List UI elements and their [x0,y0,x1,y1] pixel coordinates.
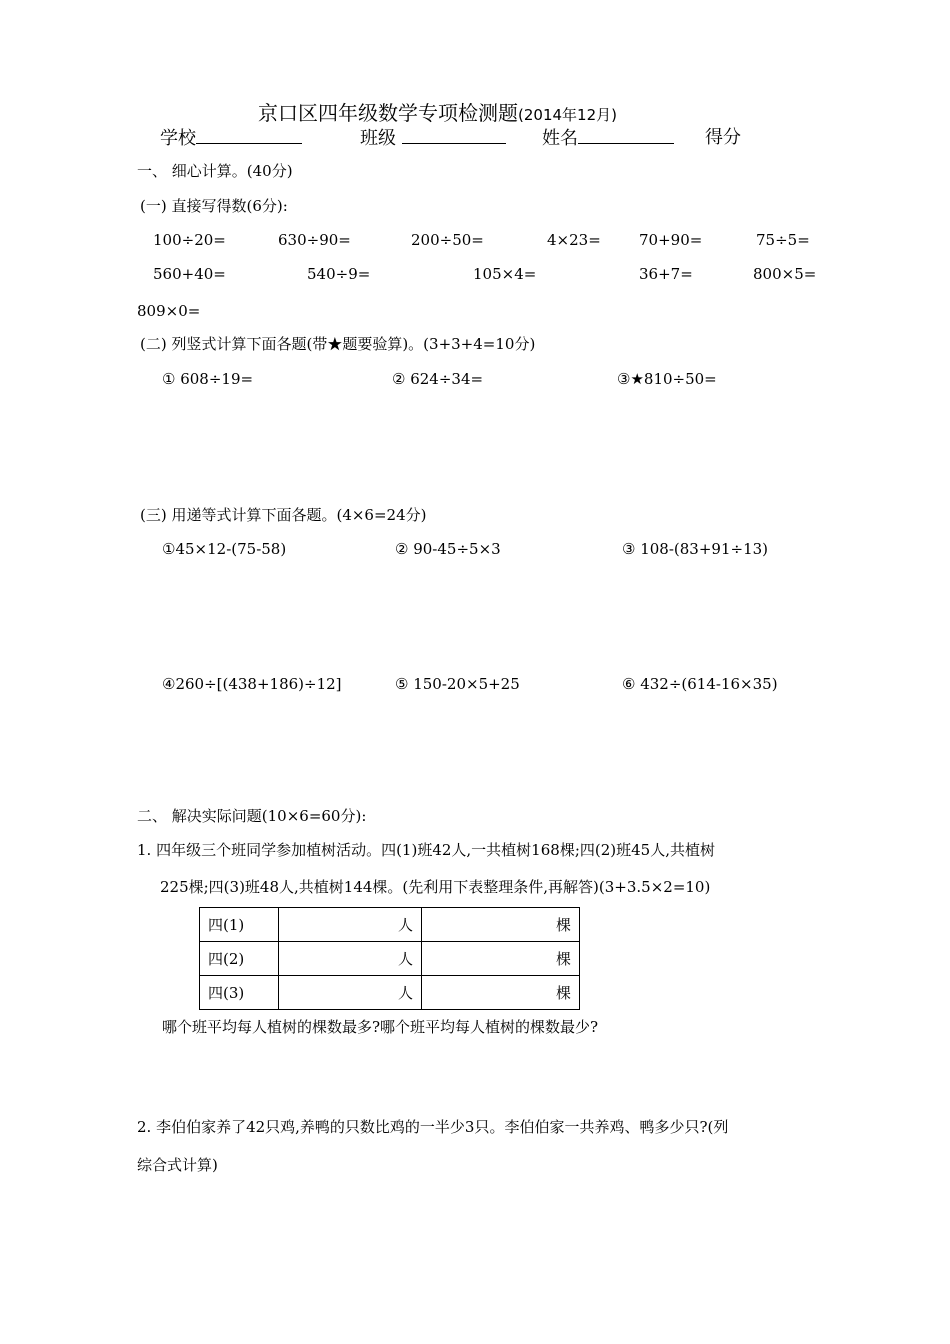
table-row [200,976,580,1010]
table-cell-trees[interactable]: 棵 [422,976,580,1010]
class-field[interactable] [360,126,506,151]
mental-calc-item: 200÷50= [411,231,484,249]
table-cell-people[interactable]: 人 [279,976,422,1010]
stepwise-calc-item: ①45×12-(75-58) [162,540,287,558]
table-cell-trees[interactable]: 棵 [422,942,580,976]
table-cell-trees[interactable]: 棵 [422,908,580,942]
score-label: 得分 [705,127,741,148]
page-title [258,100,617,128]
mental-calc-item: 560+40= [153,265,226,283]
q2-text-line1: 2. 李伯伯家养了42只鸡,养鸭的只数比鸡的一半少3只。李伯伯家一共养鸡、鸭多少只?(列 [137,1118,729,1136]
name-label: 姓名 [542,128,578,149]
table-cell-class: 四(3) [200,976,279,1010]
table-cell-people[interactable]: 人 [279,942,422,976]
mental-calc-item: 630÷90= [278,231,351,249]
stepwise-calc-item: ⑥ 432÷(614-16×35) [622,675,778,693]
section2-heading: 二、 解决实际问题(10×6=60分): [137,807,367,825]
q1-text-line1: 1. 四年级三个班同学参加植树活动。四(1)班42人,一共植树168棵;四(2)班45人,共植树 [137,841,715,859]
part1-heading: (一) 直接写得数(6分): [140,197,288,215]
school-field[interactable] [160,126,302,151]
stepwise-calc-item: ④260÷[(438+186)÷12] [162,675,342,693]
title-main: 京口区四年级数学专项检测题 [258,101,518,125]
school-label: 学校 [160,128,196,149]
title-date: (2014年12月) [518,106,617,124]
school-blank[interactable] [196,126,302,144]
mental-calc-item: 809×0= [137,302,201,320]
name-field[interactable] [542,126,674,151]
stepwise-calc-item: ③ 108-(83+91÷13) [622,540,769,558]
class-label: 班级 [360,128,396,149]
mental-calc-item: 4×23= [547,231,601,249]
mental-calc-item: 100÷20= [153,231,226,249]
mental-calc-item: 105×4= [473,265,537,283]
vertical-calc-item: ② 624÷34= [392,370,484,388]
data-table [199,907,580,1010]
q1-question: 哪个班平均每人植树的棵数最多?哪个班平均每人植树的棵数最少? [162,1018,599,1036]
q2-text-line2: 综合式计算) [137,1156,218,1174]
table-cell-class: 四(1) [200,908,279,942]
stepwise-calc-item: ⑤ 150-20×5+25 [395,675,520,693]
vertical-calc-item: ③★810÷50= [617,370,717,388]
name-blank[interactable] [578,126,674,144]
mental-calc-item: 36+7= [639,265,693,283]
mental-calc-item: 70+90= [639,231,703,249]
stepwise-calc-item: ② 90-45÷5×3 [395,540,501,558]
table-row [200,908,580,942]
mental-calc-item: 540÷9= [307,265,371,283]
mental-calc-item: 800×5= [753,265,817,283]
class-blank[interactable] [402,126,506,144]
q1-text-line2: 225棵;四(3)班48人,共植树144棵。(先利用下表整理条件,再解答)(3+3.5×2=10) [160,878,711,896]
table-cell-people[interactable]: 人 [279,908,422,942]
vertical-calc-item: ① 608÷19= [162,370,254,388]
part3-heading: (三) 用递等式计算下面各题。(4×6=24分) [140,506,427,524]
part2-heading: (二) 列竖式计算下面各题(带★题要验算)。(3+3+4=10分) [140,335,536,353]
table-cell-class: 四(2) [200,942,279,976]
table-row [200,942,580,976]
mental-calc-item: 75÷5= [756,231,810,249]
section1-heading: 一、 细心计算。(40分) [137,162,293,180]
